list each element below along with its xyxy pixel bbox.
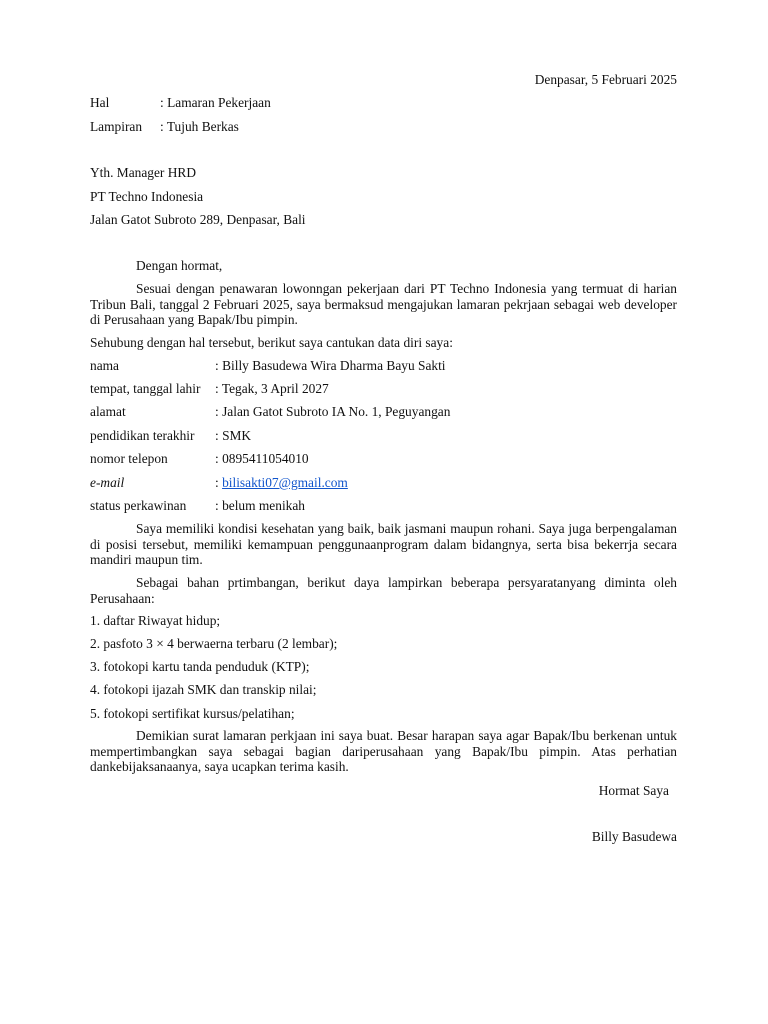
- field-label-name: nama: [90, 358, 119, 373]
- field-label-phone: nomor telepon: [90, 451, 168, 466]
- field-value-marital: : belum menikah: [215, 498, 305, 513]
- field-value-education: : SMK: [215, 428, 252, 443]
- paragraph-opening: Sesuai dengan penawaran lowonngan pekerjaan dari PT Techno Indonesia yang termuat di harian Tribun Bali, tanggal 2 Februari 2025, saya bermaksud mengajukan lamaran pekrjaan sebagai web developer di Perusahaan yang Bapak/Ibu pimpin.: [90, 281, 677, 328]
- attachment-item: 4. fotokopi ijazah SMK dan transkip nilai;: [90, 682, 317, 697]
- field-value-email: [215, 475, 348, 491]
- attachment-item: 3. fotokopi kartu tanda penduduk (KTP);: [90, 659, 310, 674]
- subject-value: : Lamaran Pekerjaan: [160, 95, 271, 110]
- recipient-address: Jalan Gatot Subroto 289, Denpasar, Bali: [90, 212, 306, 227]
- field-label-email: e-mail: [90, 475, 125, 490]
- attachment-item: 1. daftar Riwayat hidup;: [90, 613, 221, 628]
- field-label-education: pendidikan terakhir: [90, 428, 195, 443]
- closing-salutation: Hormat Saya: [598, 783, 669, 798]
- field-label-marital: status perkawinan: [90, 498, 187, 513]
- field-value-phone: : 0895411054010: [215, 451, 309, 466]
- attachment-value: : Tujuh Berkas: [160, 119, 239, 134]
- signer-name: Billy Basudewa: [591, 829, 677, 844]
- recipient-title: Yth. Manager HRD: [90, 165, 196, 180]
- paragraph-qualifications: Saya memiliki kondisi kesehatan yang baik, baik jasmani maupun rohani. Saya juga berpengalaman di posisi tersebut, memiliki kemampuan penggunaanprogram dalam bidangnya, serta bisa bekerrja secara mandiri maupun tim.: [90, 521, 677, 568]
- field-label-birth: tempat, tanggal lahir: [90, 381, 201, 396]
- field-label-address: alamat: [90, 404, 126, 419]
- subject-label: Hal: [90, 95, 110, 110]
- email-link[interactable]: bilisakti07@gmail.com: [222, 475, 348, 490]
- field-value-address: : Jalan Gatot Subroto IA No. 1, Peguyangan: [215, 404, 451, 419]
- paragraph-closing: Demikian surat lamaran perkjaan ini saya buat. Besar harapan saya agar Bapak/Ibu berkenan untuk mempertimbangkan saya sebagai bagian dariperusahaan yang Bapak/Ibu pimpin. Atas perhatian dankebijaksanaanya, saya ucapkan terima kasih.: [90, 728, 677, 775]
- attachment-label: Lampiran: [90, 119, 143, 134]
- email-prefix: :: [215, 475, 223, 490]
- personal-data-intro: Sehubung dengan hal tersebut, berikut saya cantukan data diri saya:: [90, 335, 453, 350]
- place-date: Denpasar, 5 Februari 2025: [534, 72, 677, 87]
- field-value-birth: : Tegak, 3 April 2027: [215, 381, 329, 396]
- attachment-item: 2. pasfoto 3 × 4 berwaerna terbaru (2 lembar);: [90, 636, 338, 651]
- attachment-item: 5. fotokopi sertifikat kursus/pelatihan;: [90, 706, 295, 721]
- paragraph-attachments-intro: Sebagai bahan prtimbangan, berikut daya lampirkan beberapa persyaratanyang diminta oleh Perusahaan:: [90, 575, 677, 606]
- field-value-name: : Billy Basudewa Wira Dharma Bayu Sakti: [215, 358, 446, 373]
- recipient-company: PT Techno Indonesia: [90, 189, 204, 204]
- greeting: Dengan hormat,: [136, 258, 223, 273]
